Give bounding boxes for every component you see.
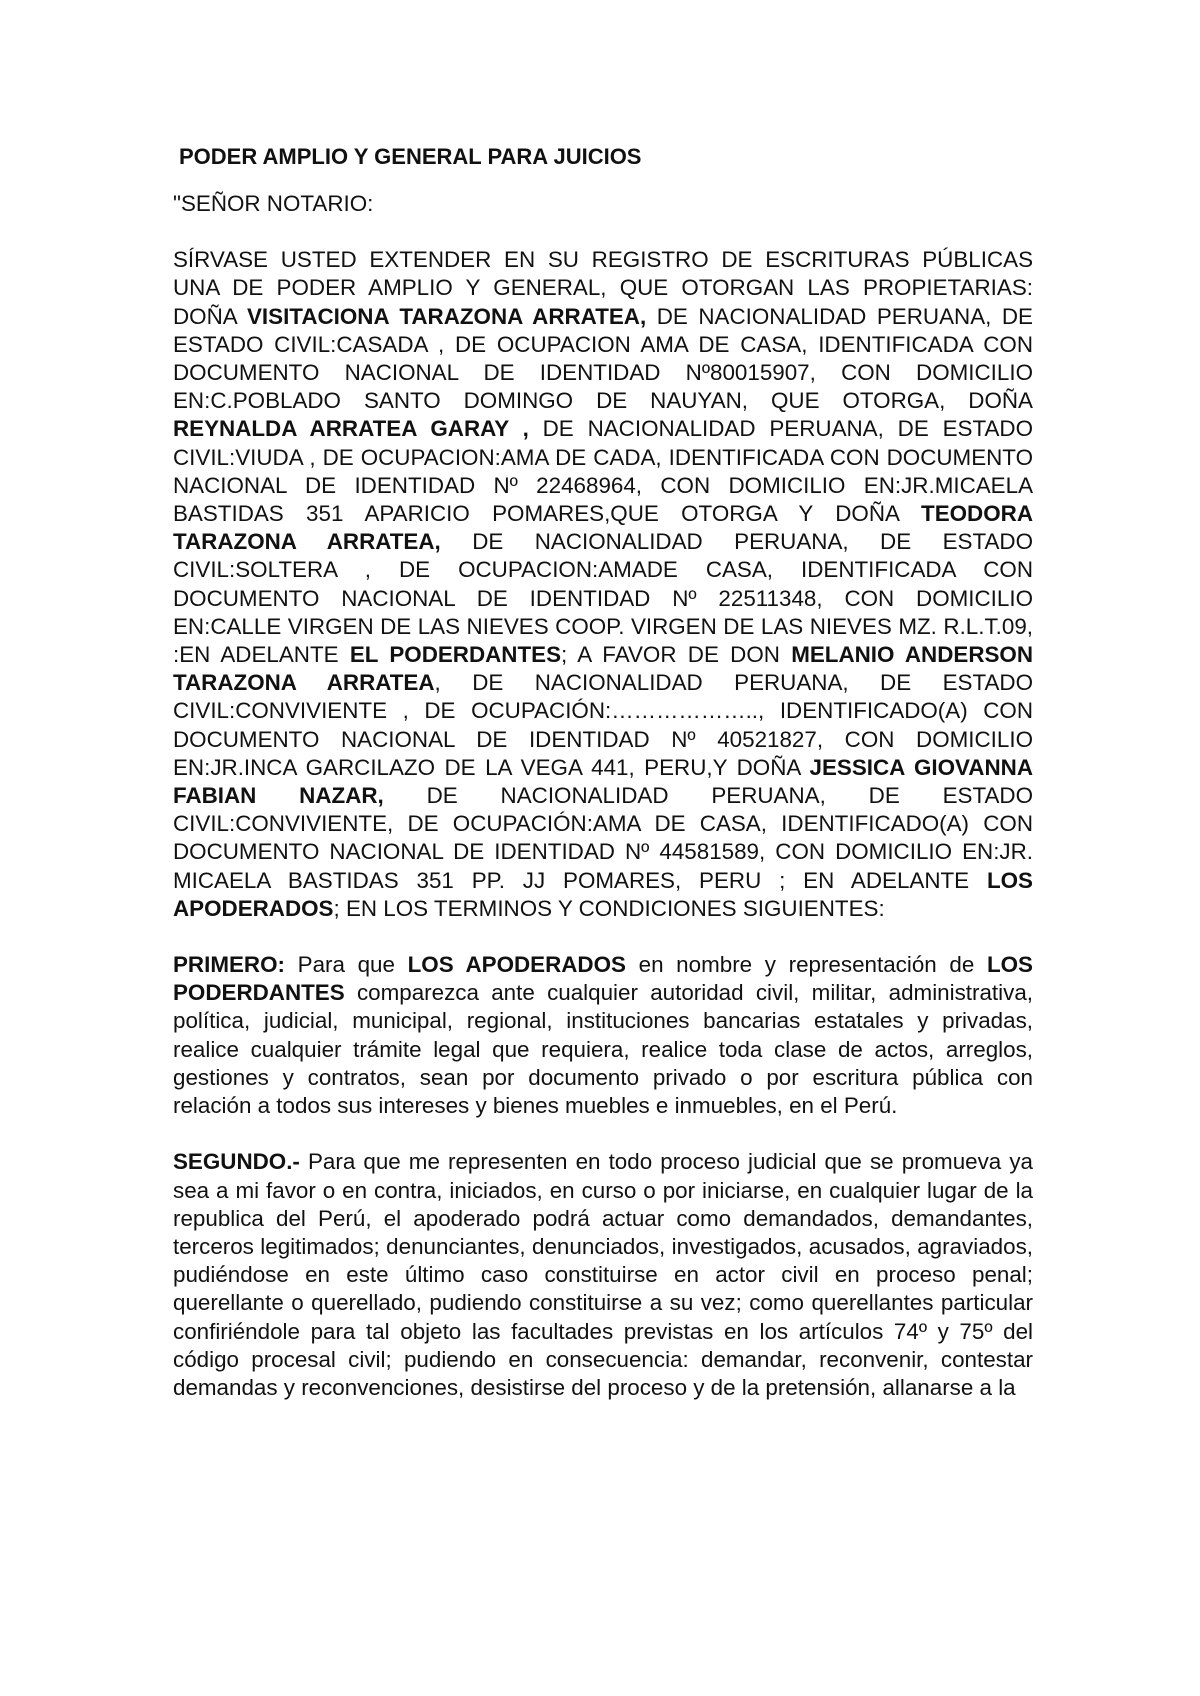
- salutation: "SEÑOR NOTARIO:: [173, 191, 374, 216]
- bold-text-run: REYNALDA ARRATEA GARAY ,: [173, 416, 529, 442]
- bold-text-run: EL PODERDANTES: [349, 642, 562, 668]
- bold-text-run: LOS PODERDANTES: [173, 952, 1033, 1006]
- text-run: ; A FAVOR DE DON: [561, 642, 792, 668]
- intro-paragraph: [173, 246, 1033, 923]
- segundo-paragraph: [173, 1148, 1033, 1402]
- bold-text-run: JESSICA GIOVANNA FABIAN NAZAR,: [173, 754, 1033, 809]
- document-title: PODER AMPLIO Y GENERAL PARA JUICIOS: [179, 144, 642, 169]
- text-run: DE NACIONALIDAD PERUANA, DE ESTADO CIVIL:VIUDA , DE OCUPACION:AMA DE CADA, IDENTIFICADA CON DOCUMENTO NACIONAL DE IDENTIDAD Nº 22468964, CON DOMICILIO EN:JR.MICAELA BASTIDAS 351 APARICIO POMARES,QUE OTORGA Y DOÑA: [173, 416, 1033, 527]
- bold-text-run: VISITACIONA TARAZONA ARRATEA,: [247, 303, 647, 329]
- bold-text-run: SEGUNDO.-: [173, 1149, 300, 1175]
- text-run: Para que: [284, 952, 408, 978]
- text-run: SÍRVASE USTED EXTENDER EN SU REGISTRO DE ESCRITURAS PÚBLICAS UNA DE PODER AMPLIO Y GENERAL, QUE OTORGAN LAS PROPIETARIAS: DOÑA: [173, 247, 1033, 329]
- text-run: , DE NACIONALIDAD PERUANA, DE ESTADO CIVIL:CONVIVIENTE , DE OCUPACIÓN:……………….., IDENTIFICADO(A) CON DOCUMENTO NACIONAL DE IDENTIDAD Nº 40521827, CON DOMICILIO EN:JR.INCA GARCILAZO DE LA VEGA 441, PERU,Y DOÑA: [173, 670, 1033, 780]
- text-run: DE NACIONALIDAD PERUANA, DE ESTADO CIVIL:CONVIVIENTE, DE OCUPACIÓN:AMA DE CASA, IDENTIFICADO(A) CON DOCUMENTO NACIONAL DE IDENTIDAD Nº 44581589, CON DOMICILIO EN:JR. MICAELA BASTIDAS 351 PP. JJ POMARES, PERU ; EN ADELANTE: [173, 783, 1033, 893]
- text-run: DE NACIONALIDAD PERUANA, DE ESTADO CIVIL:SOLTERA , DE OCUPACION:AMADE CASA, IDENTIFICADA CON DOCUMENTO NACIONAL DE IDENTIDAD Nº 22511348, CON DOMICILIO EN:CALLE VIRGEN DE LAS NIEVES COOP. VIRGEN DE LAS NIEVES MZ. R.L.T.09, :EN ADELANTE: [173, 529, 1033, 668]
- document-page: [173, 143, 1033, 1402]
- bold-text-run: TEODORA TARAZONA ARRATEA,: [173, 501, 1033, 555]
- primero-paragraph: [173, 951, 1033, 1120]
- bold-text-run: PRIMERO:: [173, 952, 285, 978]
- text-run: en nombre y representación de: [625, 952, 987, 978]
- bold-text-run: LOS APODERADOS: [173, 867, 1033, 921]
- text-run: DE NACIONALIDAD PERUANA, DE ESTADO CIVIL:CASADA , DE OCUPACION AMA DE CASA, IDENTIFICADA CON DOCUMENTO NACIONAL DE IDENTIDAD Nº80015907, CON DOMICILIO EN:C.POBLADO SANTO DOMINGO DE NAUYAN, QUE OTORGA, DOÑA: [173, 303, 1033, 414]
- bold-text-run: MELANIO ANDERSON TARAZONA ARRATEA: [173, 642, 1034, 696]
- text-run: Para que me representen en todo proceso judicial que se promueva ya sea a mi favor o en contra, iniciados, en curso o por iniciarse, en cualquier lugar de la republica del Perú, el apoderado podrá actuar como demandados, demandantes, terceros legitimados; denunciantes, denunciados, investigados, acusados, agraviados, pudiéndose en este último caso constituirse en actor civil en proceso penal; querellante o querellado, pudiendo constituirse a su vez; como querellantes particular confiriéndole para tal objeto las facultades previstas en los artículos 74º y 75º del código procesal civil; pudiendo en consecuencia: demandar, reconvenir, contestar demandas y reconvenciones, desistirse del proceso y de la pretensión, allanarse a la: [173, 1149, 1033, 1400]
- text-run: ; EN LOS TERMINOS Y CONDICIONES SIGUIENTES:: [333, 895, 885, 921]
- bold-text-run: LOS APODERADOS: [407, 952, 626, 978]
- text-run: comparezca ante cualquier autoridad civil, militar, administrativa, política, judicial, municipal, regional, instituciones bancarias estatales y privadas, realice cualquier trámite legal que requiera, realice toda clase de actos, arreglos, gestiones y contratos, sean por documento privado o por escritura pública con relación a todos sus intereses y bienes muebles e inmuebles, en el Perú.: [173, 980, 1033, 1119]
